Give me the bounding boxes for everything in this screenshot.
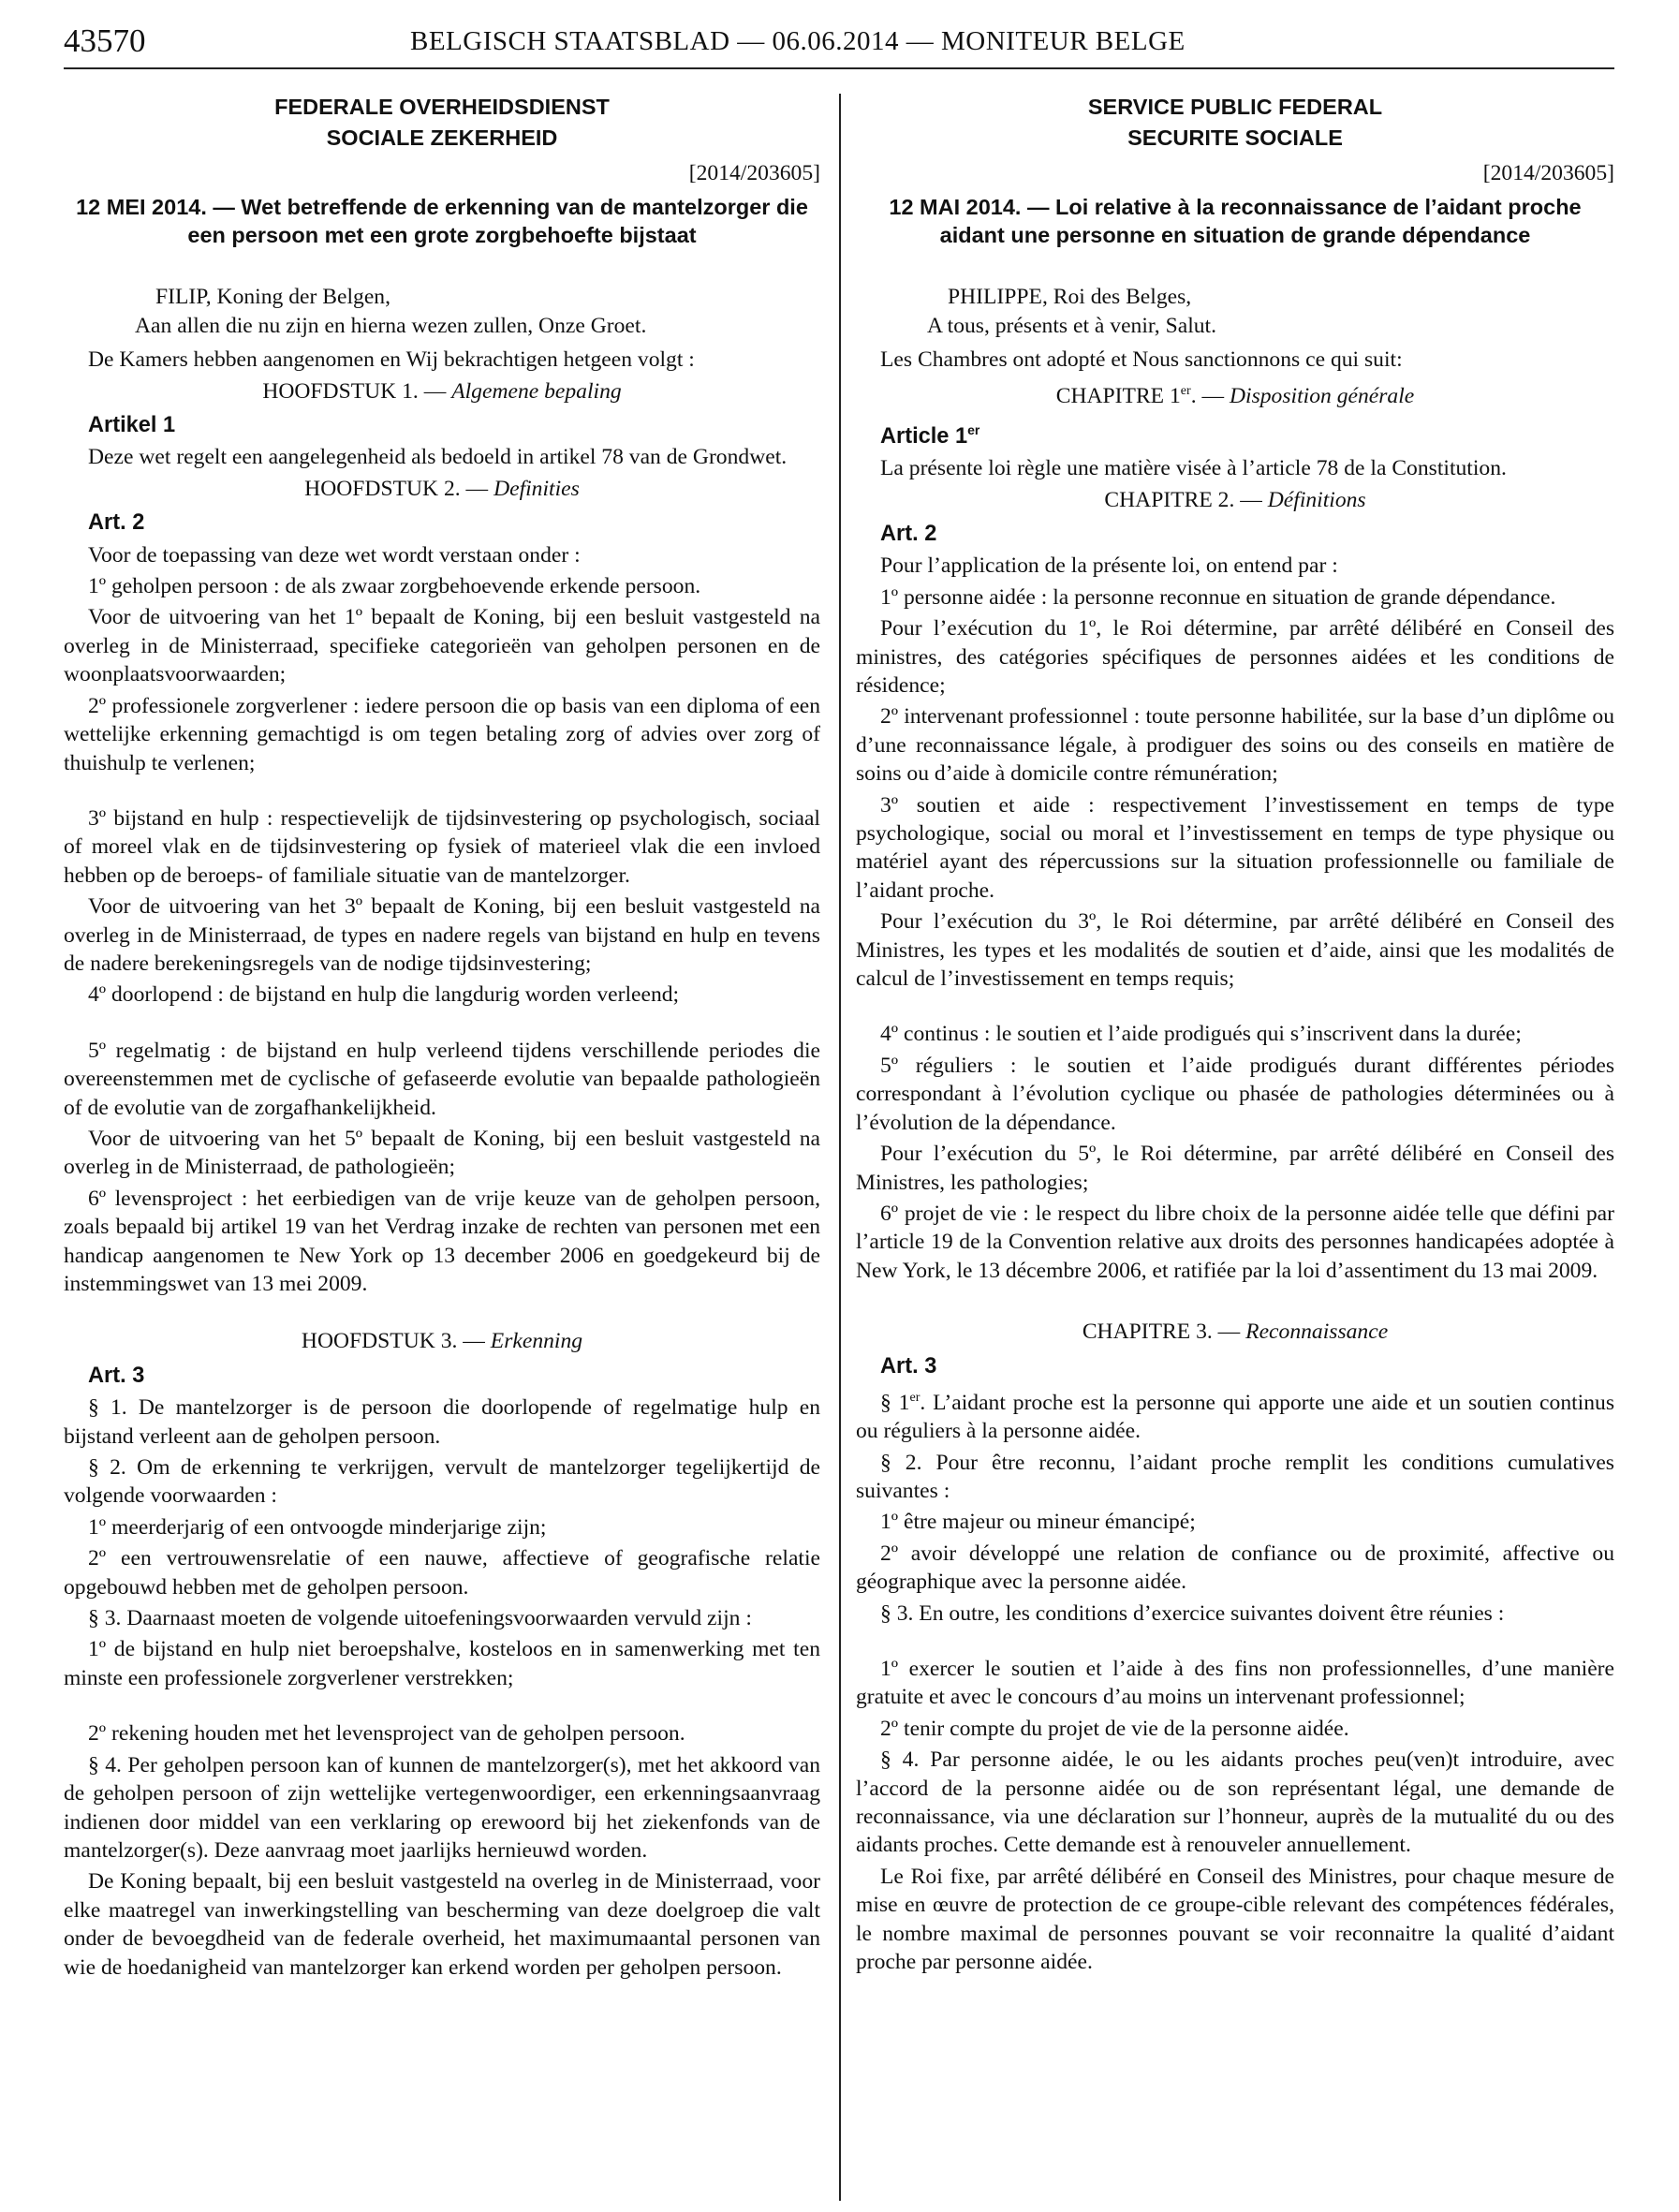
definition-1-execution: Pour l’exécution du 1º, le Roi détermine, par arrêté délibéré en Conseil des ministres, des catégories spécifiques de personnes aidées et les conditions de résidence; [856, 616, 1614, 698]
ministry-name-line1: SERVICE PUBLIC FEDERAL [1087, 95, 1383, 119]
definition-3-execution: Pour l’exécution du 3º, le Roi détermine, par arrêté délibéré en Conseil des Ministres, les types et les modalités de soutien et d’aide, ainsi que les modalités de calcul de l’investissement en temps requis; [856, 909, 1614, 992]
ministry-name-line2: SECURITE SOCIALE [1127, 125, 1343, 150]
article-1-heading: Artikel 1 [88, 413, 176, 438]
paragraph-1: § 1. De mantelzorger is de persoon die doorlopende of regelmatige hulp en bijstand verleent aan de geholpen persoon. [64, 1395, 820, 1449]
paragraph-3-condition-2: 2º tenir compte du projet de vie de la personne aidée. [880, 1716, 1349, 1741]
chapter-2-title: Définitions [1267, 487, 1366, 512]
chapter-2-heading [64, 475, 820, 503]
paragraph-1 [856, 1384, 1614, 1446]
paragraph-2-condition-2: 2º een vertrouwensrelatie of een nauwe, affectieve of geografische relatie opgebouwd hebben met de geholpen persoon. [64, 1546, 820, 1600]
dutch-column [64, 92, 820, 1984]
chapter-1-label-b: . — [1190, 383, 1225, 408]
article-3-heading: Art. 3 [880, 1353, 937, 1379]
definition-5-execution: Pour l’exécution du 5º, le Roi détermine, par arrêté délibéré en Conseil des Ministres, les pathologies; [856, 1142, 1614, 1195]
king-greeting [856, 283, 1614, 340]
column-divider [839, 94, 841, 2201]
definition-3: 3º soutien et aide : respectivement l’investissement en temps de type psychologique, social ou moral et l’investissement en temps de type physique ou matériel ayant des répercussions sur la situation professionnelle ou familiale de l’aidant proche. [856, 792, 1614, 903]
paragraph-3-condition-1: 1º exercer le soutien et l’aide à des fins non professionnelles, d’une manière gratuite et avec le concours d’au moins un intervenant professionnel; [856, 1657, 1614, 1710]
definition-1: 1º geholpen persoon : de als zwaar zorgbehoevende erkende persoon. [88, 574, 701, 599]
paragraph-2-condition-1: 1º meerderjarig of een ontvoogde minderjarige zijn; [88, 1514, 547, 1540]
paragraph-3: § 3. Daarnaast moeten de volgende uitoefeningsvoorwaarden vervuld zijn : [88, 1606, 752, 1631]
definition-1: 1º personne aidée : la personne reconnue en situation de grande dépendance. [880, 584, 1556, 610]
gazette-title: BELGISCH STAATSBLAD — 06.06.2014 — MONITEUR BELGE [410, 26, 1186, 56]
paragraph-5: Le Roi fixe, par arrêté délibéré en Conseil des Ministres, pour chaque mesure de mise en œuvre de protection de ce groupe-cible relevant des compétences fédérales, le nombre maximal de personnes pouvant se voir reconnaitre la qualité d’aidant proche par personne aidée. [856, 1864, 1614, 1975]
king-line: FILIP, Koning der Belgen, [155, 285, 390, 310]
definition-2: 2º intervenant professionnel : toute personne habilitée, sur la base d’un diplôme ou d’une reconnaissance légale, à prodiguer des soins ou des conseils en matière de soins ou d’aide à domicile contre rémunération; [856, 704, 1614, 787]
greeting-line: A tous, présents et à venir, Salut. [927, 313, 1216, 338]
paragraph-5: De Koning bepaalt, bij een besluit vastgesteld na overleg in de Ministerraad, voor elke maatregel van inwerkingstelling van bescherming van deze doelgroep die valt onder de bevoegdheid van de federale overheid, het maximumaantal personen van wie de hoedanigheid van mantelzorger kan erkend worden per geholpen persoon. [64, 1869, 820, 1980]
paragraph-2-condition-2: 2º avoir développé une relation de confiance ou de proximité, affective ou géographique avec la personne aidée. [856, 1541, 1614, 1595]
chapter-1-heading [856, 377, 1614, 410]
header-rule [64, 67, 1614, 69]
article-2-intro: Pour l’application de la présente loi, on entend par : [880, 553, 1338, 579]
paragraph-1-body: . L’aidant proche est la personne qui apporte une aide et un soutien continus ou réguliers à la personne aidée. [856, 1390, 1614, 1444]
definition-4: 4º continus : le soutien et l’aide prodigués qui s’inscrivent dans la durée; [880, 1022, 1522, 1047]
paragraph-2: § 2. Pour être reconnu, l’aidant proche remplit les conditions cumulatives suivantes : [856, 1450, 1614, 1504]
king-greeting [64, 283, 820, 340]
article-1-label: Article 1 [880, 423, 968, 449]
article-1-heading [856, 416, 1614, 450]
chapter-3-label: HOOFDSTUK 3. — [301, 1329, 485, 1354]
article-2-intro: Voor de toepassing van deze wet wordt verstaan onder : [88, 542, 581, 568]
chapter-2-heading [856, 486, 1614, 514]
definition-5: 5º regelmatig : de bijstand en hulp verleend tijdens verschillende periodes die overeenstemmen met de cyclische of gefaseerde evolutie van bepaalde pathologieën of de evolutie van de zorgafhankelijkheid. [64, 1038, 820, 1120]
chapter-1-title: Disposition générale [1229, 383, 1415, 408]
definition-3: 3º bijstand en hulp : respectievelijk de tijdsinvestering op psychologisch, sociaal of moreel vlak en de tijdsinvestering op fysiek of materieel vlak die een invloed hebben op de beroeps- of familiale situatie van de mantelzorger. [64, 805, 820, 888]
ministry-name-line1: FEDERALE OVERHEIDSDIENST [274, 95, 610, 119]
definition-3-execution: Voor de uitvoering van het 3º bepaalt de Koning, bij een besluit vastgesteld na overleg in de Ministerraad, de types en nadere regels van bijstand en hulp en tevens de nadere berekeningsregels van de nodige tijdsinvestering; [64, 894, 820, 976]
article-1-text: Deze wet regelt een aangelegenheid als bedoeld in artikel 78 van de Grondwet. [88, 445, 788, 470]
definition-5-execution: Voor de uitvoering van het 5º bepaalt de Koning, bij een besluit vastgesteld na overleg in de Ministerraad, de pathologieën; [64, 1126, 820, 1180]
article-3-heading: Art. 3 [88, 1363, 145, 1388]
reference-number: [2014/203605] [688, 161, 820, 185]
decree-title: 12 MEI 2014. — Wet betreffende de erkenning van de mantelzorger die een persoon met een grote zorgbehoefte bijstaat [76, 195, 808, 248]
decree-title: 12 MAI 2014. — Loi relative à la reconnaissance de l’aidant proche aidant une personne en situation de grande dépendance [889, 195, 1582, 248]
paragraph-3-condition-1: 1º de bijstand en hulp niet beroepshalve, kosteloos en in samenwerking met ten minste een professionele zorgverlener verstrekken; [64, 1637, 820, 1690]
paragraph-2-condition-1: 1º être majeur ou mineur émancipé; [880, 1510, 1196, 1535]
paragraph-2: § 2. Om de erkenning te verkrijgen, vervult de mantelzorger tegelijkertijd de volgende voorwaarden : [64, 1455, 820, 1509]
article-1-sup: er [967, 421, 980, 437]
greeting-line: Aan allen die nu zijn en hierna wezen zullen, Onze Groet. [135, 313, 647, 338]
chapter-2-label: HOOFDSTUK 2. — [304, 476, 489, 501]
french-column [856, 92, 1614, 1980]
paragraph-4: § 4. Par personne aidée, le ou les aidants proches peu(ven)t introduire, avec l’accord de la personne aidée ou de son représentant légal, une demande de reconnaissance, via une déclaration sur l’honneur, auprès de la mutualité du ou des aidants proches. Cette demande est à renouveler annuellement. [856, 1747, 1614, 1858]
page-number: 43570 [64, 22, 146, 59]
chapter-3-title: Erkenning [490, 1329, 583, 1354]
definition-4: 4º doorlopend : de bijstand en hulp die langdurig worden verleend; [88, 982, 680, 1008]
paragraph-1-label: § 1 [880, 1390, 910, 1415]
chapter-1-label-a: CHAPITRE 1 [1055, 383, 1181, 408]
paragraph-1-sup: er [909, 1390, 921, 1405]
definition-1-execution: Voor de uitvoering van het 1º bepaalt de Koning, bij een besluit vastgesteld na overleg in de Ministerraad, specifieke categorieën van geholpen personen en de woonplaatsvoorwaarden; [64, 605, 820, 687]
enacting-formula: Les Chambres ont adopté et Nous sanctionnons ce qui suit: [880, 347, 1403, 373]
article-2-heading: Art. 2 [88, 510, 145, 536]
paragraph-4: § 4. Per geholpen persoon kan of kunnen de mantelzorger(s), met het akkoord van de geholpen persoon of zijn wettelijke vertegenwoordiger, een erkenningsaanvraag indienen door middel van een verklaring op erewoord bij het ziekenfonds van de mantelzorger(s). Deze aanvraag moet jaarlijks hernieuwd worden. [64, 1752, 820, 1863]
definition-2: 2º professionele zorgverlener : iedere persoon die op basis van een diploma of een wettelijke erkenning gemachtigd is om tegen betaling zorg of advies over zorg of thuishulp te verlenen; [64, 693, 820, 775]
definition-5: 5º réguliers : le soutien et l’aide prodigués durant différentes périodes correspondant à l’évolution cyclique ou phasée de pathologies déterminées ou à l’évolution de la dépendance. [856, 1053, 1614, 1135]
reference-number: [2014/203605] [1482, 161, 1614, 185]
chapter-1-sup: er [1180, 383, 1191, 398]
page-header [64, 13, 1614, 67]
king-line: PHILIPPE, Roi des Belges, [948, 285, 1192, 310]
chapter-1-heading [64, 377, 820, 406]
chapter-3-heading [64, 1327, 820, 1355]
chapter-3-label: CHAPITRE 3. — [1082, 1320, 1241, 1345]
definition-6: 6º levensproject : het eerbiedigen van de vrije keuze van de geholpen persoon, zoals bepaald bij artikel 19 van het Verdrag inzake de rechten van personen met een handicap aangenomen te New York op 13 december 2006 en goedgekeurd bij de instemmingswet van 13 mei 2009. [64, 1186, 820, 1296]
chapter-3-title: Reconnaissance [1245, 1320, 1389, 1345]
paragraph-3: § 3. En outre, les conditions d’exercice suivantes doivent être réunies : [880, 1600, 1505, 1626]
chapter-1-title: Algemene bepaling [451, 378, 622, 404]
ministry-name-line2: SOCIALE ZEKERHEID [326, 125, 558, 150]
article-1-text: La présente loi règle une matière visée à l’article 78 de la Constitution. [880, 456, 1507, 481]
enacting-formula: De Kamers hebben aangenomen en Wij bekrachtigen hetgeen volgt : [88, 347, 695, 373]
chapter-1-label: HOOFDSTUK 1. — [262, 378, 447, 404]
chapter-2-title: Definities [493, 476, 580, 501]
definition-6: 6º projet de vie : le respect du libre choix de la personne aidée telle que défini par l’article 19 de la Convention relative aux droits des personnes handicapées adoptée à New York, le 13 décembre 2006, et ratifiée par la loi d’assentiment du 13 mai 2009. [856, 1201, 1614, 1283]
chapter-3-heading [856, 1318, 1614, 1346]
article-2-heading: Art. 2 [880, 521, 937, 546]
chapter-2-label: CHAPITRE 2. — [1104, 487, 1262, 512]
paragraph-3-condition-2: 2º rekening houden met het levensproject van de geholpen persoon. [88, 1721, 685, 1747]
